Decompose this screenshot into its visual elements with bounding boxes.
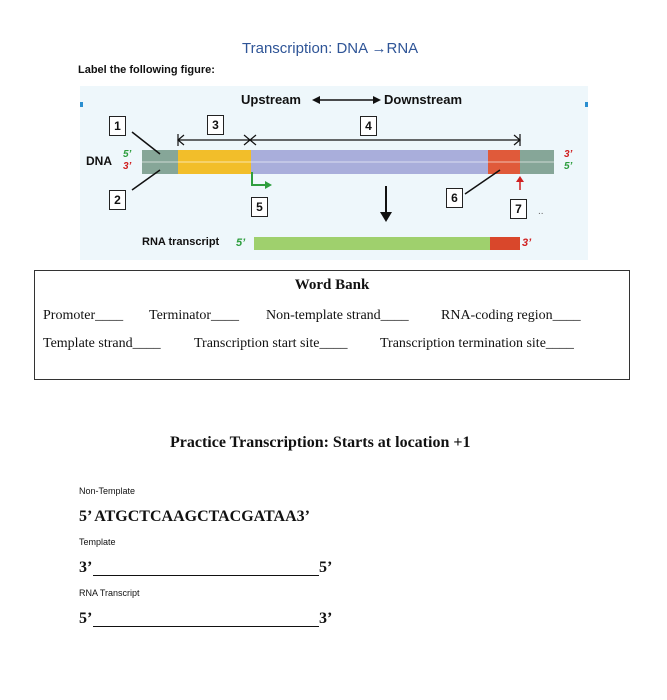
- left-edge-mark: [80, 102, 83, 107]
- template-end-prime: 5’: [319, 559, 333, 576]
- template-label: Template: [79, 537, 116, 547]
- dna-bottom-right-prime: 5’: [564, 161, 573, 172]
- dna-label: DNA: [86, 154, 112, 168]
- label-box-2[interactable]: 2: [109, 190, 126, 210]
- rna-body: [254, 237, 490, 250]
- practice-title: Practice Transcription: Starts at location +1: [170, 434, 471, 451]
- word-promoter: Promoter____: [43, 308, 124, 323]
- rna-transcript-label: RNA transcript: [142, 236, 220, 248]
- instruction-text: Label the following figure:: [78, 64, 215, 76]
- termination-arrow-head: [516, 176, 524, 182]
- downstream-label: Downstream: [384, 92, 463, 107]
- label-box-6[interactable]: 6: [446, 188, 463, 208]
- page-title: Transcription: DNA →RNA: [242, 40, 419, 57]
- label-box-7[interactable]: 7: [510, 199, 527, 219]
- word-terminator: Terminator____: [149, 308, 239, 323]
- rna-end-prime: 3’: [319, 610, 333, 627]
- label-box-4[interactable]: 4: [360, 116, 377, 136]
- dna-bottom-left-prime: 3’: [123, 161, 132, 172]
- upstream-label: Upstream: [241, 92, 301, 107]
- word-start-site: Transcription start site____: [194, 336, 348, 351]
- template-start-prime: 3’: [79, 559, 93, 576]
- rna-transcript-practice-label: RNA Transcript: [79, 588, 140, 598]
- label-box-3[interactable]: 3: [207, 115, 224, 135]
- transcription-figure: [80, 86, 588, 260]
- rna-5prime: 5’: [236, 237, 246, 249]
- word-template-strand: Template strand____: [43, 336, 161, 351]
- rna-3prime: 3’: [522, 237, 532, 249]
- word-termination-site: Transcription termination site____: [380, 336, 574, 351]
- word-non-template-strand: Non-template strand____: [266, 308, 409, 323]
- rna-terminal: [490, 237, 520, 250]
- dots: ..: [538, 206, 544, 217]
- non-template-sequence: 5’ ATGCTCAAGCTACGATAA3’: [79, 508, 310, 525]
- right-edge-mark: [585, 102, 588, 107]
- transcription-down-arrow-head: [380, 212, 392, 222]
- updown-arrow-right-head: [373, 96, 381, 104]
- template-answer-line[interactable]: [93, 575, 319, 576]
- dna-top-right-prime: 3’: [564, 149, 573, 160]
- updown-arrow-left-head: [312, 96, 320, 104]
- label-box-1[interactable]: 1: [109, 116, 126, 136]
- rna-answer-line[interactable]: [93, 626, 319, 627]
- label-box-5[interactable]: 5: [251, 197, 268, 217]
- dna-top-left-prime: 5’: [123, 149, 132, 160]
- start-arrow-head: [265, 181, 272, 189]
- word-bank-title: Word Bank: [294, 277, 370, 293]
- non-template-label: Non-Template: [79, 486, 136, 496]
- rna-start-prime: 5’: [79, 610, 93, 627]
- figure-graphics: [80, 86, 588, 260]
- word-bank: [34, 270, 630, 380]
- word-rna-coding-region: RNA-coding region____: [441, 308, 581, 323]
